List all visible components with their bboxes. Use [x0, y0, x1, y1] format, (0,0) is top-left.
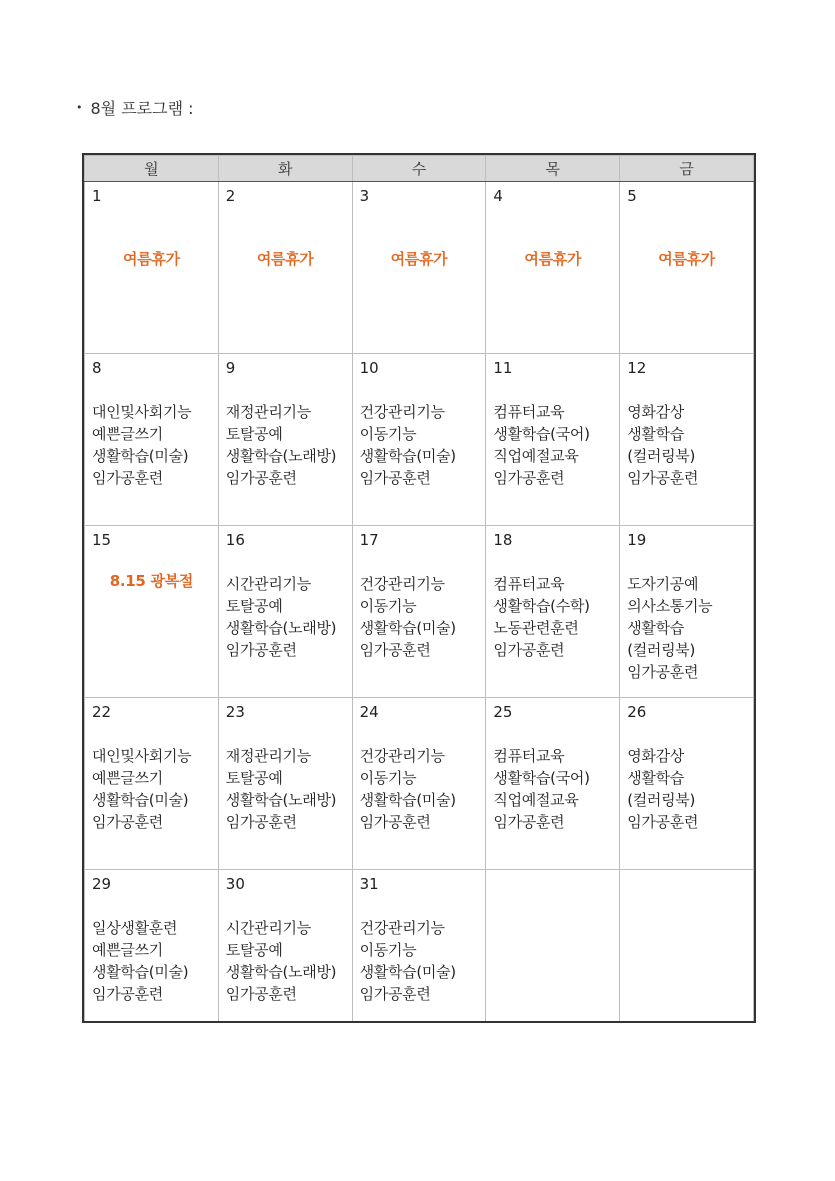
day-number	[627, 873, 753, 895]
program-item: 예쁜글쓰기	[92, 941, 163, 959]
day-cell	[85, 182, 219, 354]
program-item: 임가공훈련	[627, 813, 699, 831]
program-item: 재정관리기능	[225, 403, 311, 421]
program-item: 토탈공예	[225, 769, 283, 787]
program-item: 임가공훈련	[359, 813, 431, 831]
program-item: 임가공훈련	[359, 641, 431, 659]
day-cell	[218, 698, 352, 870]
program-item: 토탈공예	[225, 425, 283, 443]
program-item: (컬러링북)	[627, 791, 696, 809]
program-item: 컴퓨터교육	[493, 403, 565, 421]
calendar-table	[84, 155, 754, 1023]
day-cell	[486, 354, 620, 526]
day-number: 19	[627, 531, 647, 549]
program-item: 예쁜글쓰기	[92, 425, 163, 443]
day-cell	[486, 870, 620, 1024]
program-item: 생활학습(노래방)	[225, 447, 337, 465]
holiday-label: 여름휴가	[524, 250, 582, 268]
program-item: 임가공훈련	[493, 813, 565, 831]
page-heading	[76, 96, 194, 119]
program-item: 컴퓨터교육	[493, 747, 565, 765]
program-item: 생활학습(미술)	[359, 619, 456, 637]
program-item: 임가공훈련	[627, 469, 699, 487]
day-cell	[85, 698, 219, 870]
day-number: 22	[92, 703, 112, 721]
day-cell	[620, 182, 754, 354]
day-number: 16	[225, 531, 245, 549]
day-cell	[620, 698, 754, 870]
week-row	[85, 870, 754, 1024]
program-item: 임가공훈련	[225, 813, 297, 831]
holiday-label: 여름휴가	[123, 250, 180, 268]
program-item: 생활학습(노래방)	[225, 963, 337, 981]
program-item: 임가공훈련	[92, 813, 163, 831]
day-number	[493, 873, 619, 895]
program-item: 생활학습(미술)	[359, 447, 456, 465]
program-item: 대인및사회기능	[92, 403, 192, 421]
program-item: 생활학습(미술)	[92, 447, 189, 465]
program-item: 생활학습(노래방)	[225, 619, 337, 637]
holiday-label: 여름휴가	[390, 250, 448, 268]
program-item: 생활학습	[627, 769, 684, 787]
program-item: 이동기능	[359, 425, 417, 443]
day-number: 17	[359, 531, 379, 549]
bullet: •	[76, 101, 83, 114]
holiday-label: 8.15 광복절	[109, 572, 194, 590]
weekday-header: 수	[352, 156, 486, 182]
day-cell	[352, 870, 486, 1024]
program-item: 이동기능	[359, 941, 417, 959]
program-item: 건강관리기능	[359, 919, 445, 937]
program-item: 영화감상	[627, 403, 684, 421]
program-item: 임가공훈련	[225, 469, 297, 487]
day-number: 9	[225, 359, 236, 377]
day-cell	[218, 526, 352, 698]
program-item: 생활학습(노래방)	[225, 791, 337, 809]
day-cell	[620, 354, 754, 526]
calendar	[82, 153, 756, 1023]
day-cell	[85, 526, 219, 698]
day-cell	[352, 182, 486, 354]
day-cell	[486, 526, 620, 698]
program-item: 임가공훈련	[493, 469, 565, 487]
day-number: 23	[225, 703, 245, 721]
day-cell	[620, 870, 754, 1024]
program-item: 이동기능	[359, 769, 417, 787]
day-number: 12	[627, 359, 647, 377]
calendar-body	[85, 182, 754, 1024]
program-item: 생활학습	[627, 425, 684, 443]
day-number: 5	[627, 187, 637, 205]
program-item: 임가공훈련	[359, 985, 431, 1003]
program-item: 영화감상	[627, 747, 684, 765]
program-item: 건강관리기능	[359, 403, 445, 421]
program-item: (컬러링북)	[627, 641, 696, 659]
program-item: 직업예절교육	[493, 447, 579, 465]
heading-title: 8월 프로그램 :	[90, 99, 194, 118]
day-cell	[352, 698, 486, 870]
day-number: 11	[493, 359, 513, 377]
program-item: 이동기능	[359, 597, 417, 615]
day-cell	[218, 182, 352, 354]
week-row	[85, 698, 754, 870]
day-cell	[486, 698, 620, 870]
program-item: 생활학습(미술)	[359, 791, 456, 809]
program-item: 임가공훈련	[627, 663, 699, 681]
day-number: 8	[92, 359, 102, 377]
day-number: 10	[359, 359, 379, 377]
weekday-header: 금	[620, 156, 754, 182]
day-cell	[352, 526, 486, 698]
weekday-header: 월	[85, 156, 219, 182]
program-item: 생활학습(수학)	[493, 597, 590, 615]
day-number: 15	[92, 531, 112, 549]
weekday-header: 화	[218, 156, 352, 182]
day-number: 3	[359, 187, 370, 205]
day-cell	[620, 526, 754, 698]
weekday-header: 목	[486, 156, 620, 182]
program-item: 건강관리기능	[359, 747, 445, 765]
program-item: 임가공훈련	[493, 641, 565, 659]
day-cell	[85, 870, 219, 1024]
day-number: 29	[92, 875, 112, 893]
program-item: 임가공훈련	[92, 985, 163, 1003]
day-number: 25	[493, 703, 513, 721]
program-item: 컴퓨터교육	[493, 575, 565, 593]
week-row	[85, 526, 754, 698]
day-number: 24	[359, 703, 379, 721]
program-item: 생활학습(국어)	[493, 769, 590, 787]
program-item: 생활학습(국어)	[493, 425, 590, 443]
day-cell	[352, 354, 486, 526]
day-number: 31	[359, 875, 379, 893]
week-row	[85, 182, 754, 354]
program-item: 일상생활훈련	[92, 919, 178, 937]
day-cell	[218, 354, 352, 526]
program-item: 도자기공예	[627, 575, 699, 593]
weekday-header-row	[85, 156, 754, 182]
day-cell	[85, 354, 219, 526]
program-item: 노동관련훈련	[493, 619, 579, 637]
program-item: 재정관리기능	[225, 747, 311, 765]
day-cell	[486, 182, 620, 354]
program-item: 생활학습	[627, 619, 684, 637]
program-item: 직업예절교육	[493, 791, 579, 809]
program-item: 토탈공예	[225, 597, 283, 615]
program-item: 대인및사회기능	[92, 747, 192, 765]
program-item: 예쁜글쓰기	[92, 769, 163, 787]
day-number: 18	[493, 531, 513, 549]
day-number: 30	[225, 875, 245, 893]
day-number: 26	[627, 703, 647, 721]
program-item: 임가공훈련	[225, 985, 297, 1003]
day-number: 1	[92, 187, 102, 205]
program-item: 임가공훈련	[359, 469, 431, 487]
program-item: 생활학습(미술)	[92, 791, 189, 809]
day-cell	[218, 870, 352, 1024]
holiday-label: 여름휴가	[658, 250, 715, 268]
program-item: 시간관리기능	[225, 919, 311, 937]
day-number: 4	[493, 187, 503, 205]
program-item: 시간관리기능	[225, 575, 311, 593]
program-item: 생활학습(미술)	[92, 963, 189, 981]
program-item: 의사소통기능	[627, 597, 713, 615]
program-item: (컬러링북)	[627, 447, 696, 465]
week-row	[85, 354, 754, 526]
program-item: 임가공훈련	[225, 641, 297, 659]
program-item: 생활학습(미술)	[359, 963, 456, 981]
day-number: 2	[225, 187, 236, 205]
program-item: 임가공훈련	[92, 469, 163, 487]
holiday-label: 여름휴가	[256, 250, 314, 268]
program-item: 토탈공예	[225, 941, 283, 959]
program-item: 건강관리기능	[359, 575, 445, 593]
